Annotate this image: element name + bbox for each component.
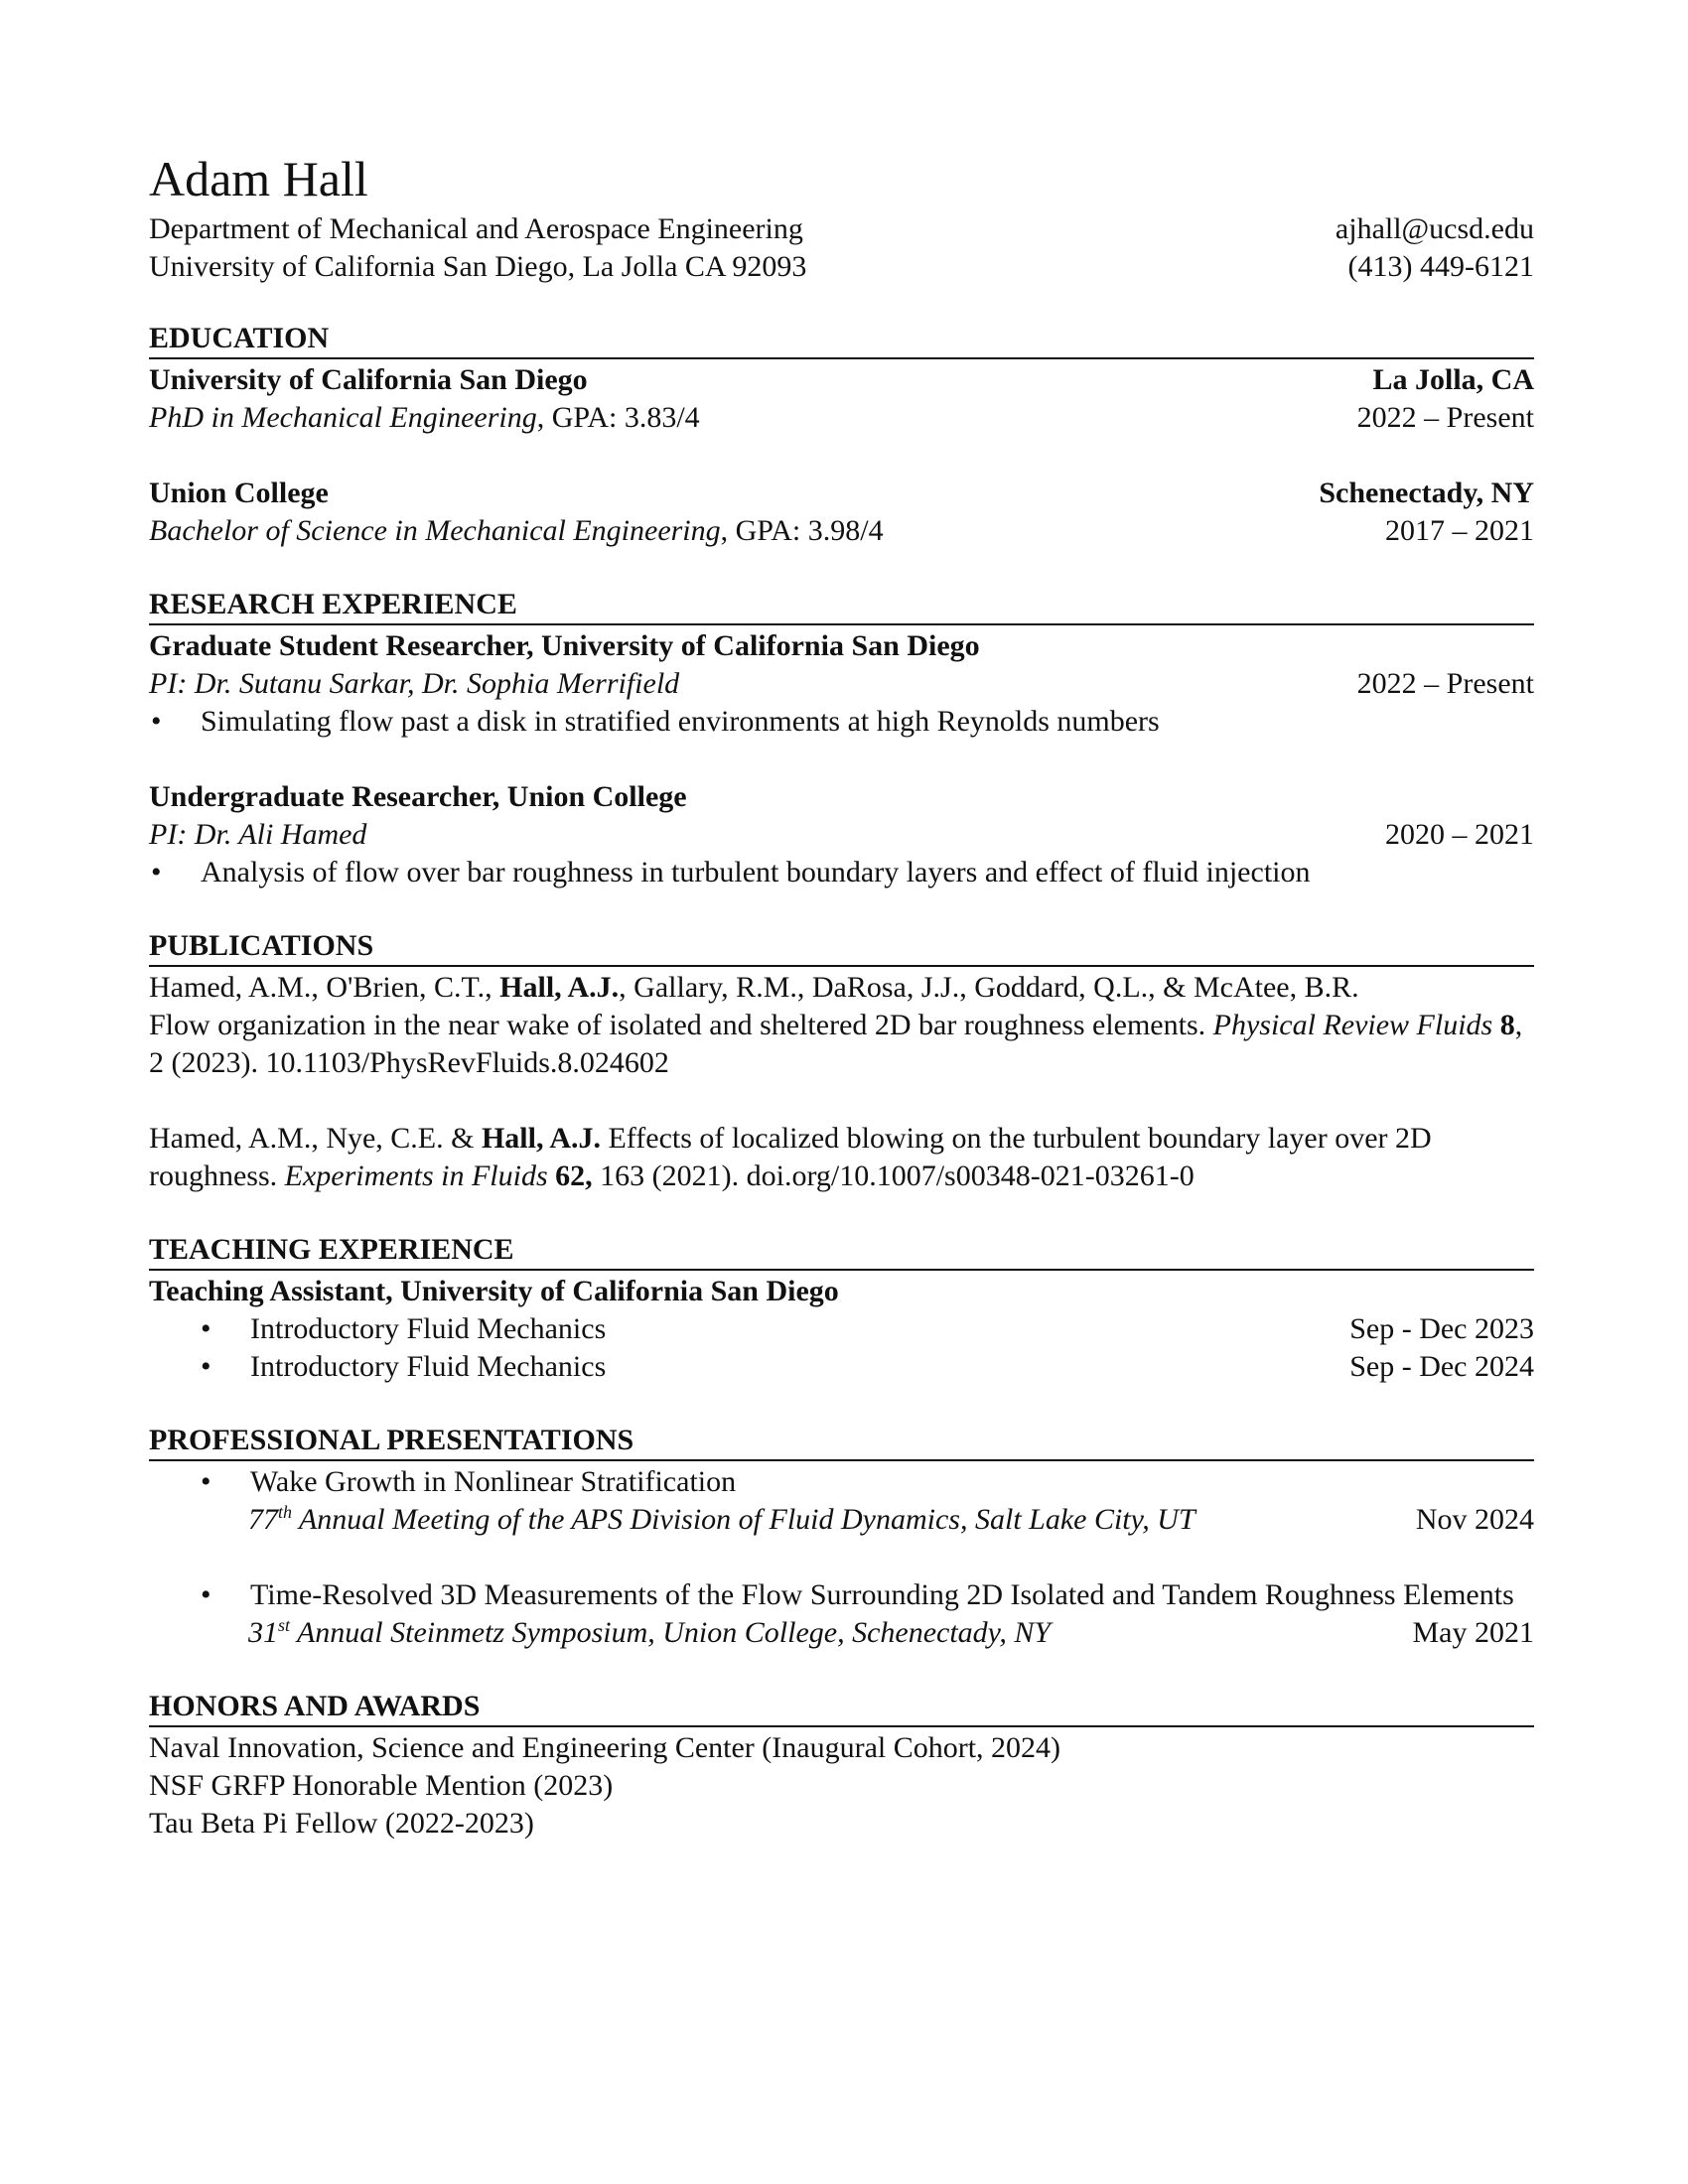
pub-journal: Experiments in Fluids [284, 1160, 548, 1192]
bullet-icon: • [151, 705, 162, 738]
school-location: La Jolla, CA [1372, 363, 1534, 396]
teaching-section [149, 1233, 1534, 1386]
research-entry [149, 627, 1534, 741]
resume-header [149, 149, 1534, 286]
education-entry-head [149, 475, 1534, 512]
school-name: University of California San Diego [149, 363, 588, 396]
honor-item: Tau Beta Pi Fellow (2022-2023) [149, 1807, 534, 1840]
pub-journal: Physical Review Fluids [1212, 1009, 1493, 1041]
presentation-item [149, 1576, 1534, 1652]
education-entry-head [149, 361, 1534, 399]
presentation-title-row [149, 1463, 1534, 1501]
presentation-venue-row [149, 1501, 1534, 1539]
education-entry [149, 361, 1534, 437]
education-entry-detail [149, 512, 1534, 550]
venue-name: Annual Meeting of the APS Division of Fluid Dynamics, Salt Lake City, UT [292, 1503, 1196, 1536]
contact-row-1 [149, 210, 1534, 248]
section-title-honors: HONORS AND AWARDS [149, 1690, 1534, 1727]
presentations-section [149, 1424, 1534, 1652]
research-bullet-text: Analysis of flow over bar roughness in turbulent boundary layers and effect of fluid injection [201, 856, 1311, 888]
pub-volume: 62, [555, 1160, 593, 1192]
honors-section [149, 1690, 1534, 1843]
research-bullet-text: Simulating flow past a disk in stratified environments at high Reynolds numbers [201, 705, 1160, 738]
bullet-icon: • [201, 1312, 211, 1345]
venue-ordinal-suffix: th [278, 1502, 293, 1522]
research-pi-row [149, 816, 1534, 854]
teaching-course: Introductory Fluid Mechanics [250, 1312, 607, 1345]
research-role: Graduate Student Researcher, University of California San Diego [149, 629, 980, 662]
publication-entry [149, 969, 1534, 1082]
pub-citation: 163 (2021). doi.org/10.1007/s00348-021-03261-0 [592, 1160, 1195, 1192]
degree-line [149, 399, 700, 437]
pub-volume: 8 [1499, 1009, 1515, 1041]
teaching-course: Introductory Fluid Mechanics [250, 1350, 607, 1383]
bullet-icon: • [201, 1465, 211, 1498]
pub-citation: , 2 (2023). 10.1103/PhysRevFluids.8.024602 [149, 1009, 1523, 1079]
pub-self-author: Hall, A.J. [499, 971, 620, 1004]
education-dates: 2017 – 2021 [1385, 514, 1534, 547]
candidate-name: Adam Hall [149, 151, 368, 206]
honor-item: NSF GRFP Honorable Mention (2023) [149, 1769, 614, 1802]
teaching-role: Teaching Assistant, University of California San Diego [149, 1275, 839, 1307]
presentation-venue [248, 1614, 1051, 1652]
pub-title: Effects of localized blowing on the turbulent boundary layer over 2D roughness. [149, 1122, 1432, 1192]
presentation-title: Time-Resolved 3D Measurements of the Flow Surrounding 2D Isolated and Tandem Roughness Elements [250, 1578, 1514, 1611]
teaching-item [149, 1348, 1534, 1386]
research-entry [149, 778, 1534, 891]
honor-item: Naval Innovation, Science and Engineering Center (Inaugural Cohort, 2024) [149, 1731, 1061, 1764]
section-title-education: EDUCATION [149, 322, 1534, 359]
research-bullet [149, 703, 1534, 741]
section-title-publications: PUBLICATIONS [149, 929, 1534, 967]
publication-entry [149, 1120, 1534, 1195]
education-dates: 2022 – Present [1356, 401, 1534, 434]
research-section [149, 588, 1534, 891]
degree: PhD in Mechanical Engineering [149, 401, 537, 434]
venue-name: Annual Steinmetz Symposium, Union College, Schenectady, NY [290, 1616, 1052, 1649]
phone: (413) 449-6121 [1347, 250, 1534, 283]
gpa: , GPA: 3.83/4 [536, 401, 700, 434]
teaching-dates: Sep - Dec 2024 [1349, 1350, 1534, 1383]
pub-title: Flow organization in the near wake of isolated and sheltered 2D bar roughness elements. [149, 1009, 1213, 1041]
email[interactable]: ajhall@ucsd.edu [1335, 212, 1534, 245]
teaching-item [149, 1310, 1534, 1348]
presentation-title: Wake Growth in Nonlinear Stratification [250, 1465, 737, 1498]
pub-authors: Hamed, A.M., O'Brien, C.T., [149, 971, 500, 1004]
degree-line [149, 512, 884, 550]
research-pi: PI: Dr. Ali Hamed [149, 818, 367, 851]
school-location: Schenectady, NY [1319, 477, 1534, 509]
publications-section [149, 929, 1534, 1195]
address: University of California San Diego, La Jolla CA 92093 [149, 250, 807, 283]
bullet-icon: • [151, 856, 162, 888]
gpa: , GPA: 3.98/4 [720, 514, 884, 547]
bullet-icon: • [201, 1350, 211, 1383]
presentation-item [149, 1463, 1534, 1539]
research-role: Undergraduate Researcher, Union College [149, 780, 687, 813]
degree: Bachelor of Science in Mechanical Engineering [149, 514, 721, 547]
venue-ordinal: 77 [248, 1503, 278, 1536]
research-bullet [149, 854, 1534, 891]
presentation-title-row [149, 1576, 1534, 1614]
teaching-dates: Sep - Dec 2023 [1349, 1312, 1534, 1345]
section-title-presentations: PROFESSIONAL PRESENTATIONS [149, 1424, 1534, 1461]
education-entry [149, 475, 1534, 550]
venue-ordinal: 31 [248, 1616, 278, 1649]
section-title-research: RESEARCH EXPERIENCE [149, 588, 1534, 625]
research-dates: 2020 – 2021 [1385, 818, 1534, 851]
contact-row-2 [149, 248, 1534, 286]
section-title-teaching: TEACHING EXPERIENCE [149, 1233, 1534, 1271]
presentation-date: Nov 2024 [1415, 1503, 1534, 1536]
presentation-date: May 2021 [1412, 1616, 1534, 1649]
pub-authors: , Gallary, R.M., DaRosa, J.J., Goddard, Q.L., & McAtee, B.R. [619, 971, 1359, 1004]
education-section [149, 322, 1534, 550]
venue-ordinal-suffix: st [278, 1615, 291, 1635]
research-pi: PI: Dr. Sutanu Sarkar, Dr. Sophia Merrifield [149, 667, 680, 700]
presentation-venue [248, 1501, 1196, 1539]
research-pi-row [149, 665, 1534, 703]
school-name: Union College [149, 477, 329, 509]
department: Department of Mechanical and Aerospace Engineering [149, 212, 803, 245]
presentation-venue-row [149, 1614, 1534, 1652]
research-dates: 2022 – Present [1356, 667, 1534, 700]
pub-self-author: Hall, A.J. [481, 1122, 601, 1155]
pub-authors: Hamed, A.M., Nye, C.E. & [149, 1122, 482, 1155]
education-entry-detail [149, 399, 1534, 437]
resume-document [149, 149, 1534, 1843]
bullet-icon: • [201, 1578, 211, 1611]
